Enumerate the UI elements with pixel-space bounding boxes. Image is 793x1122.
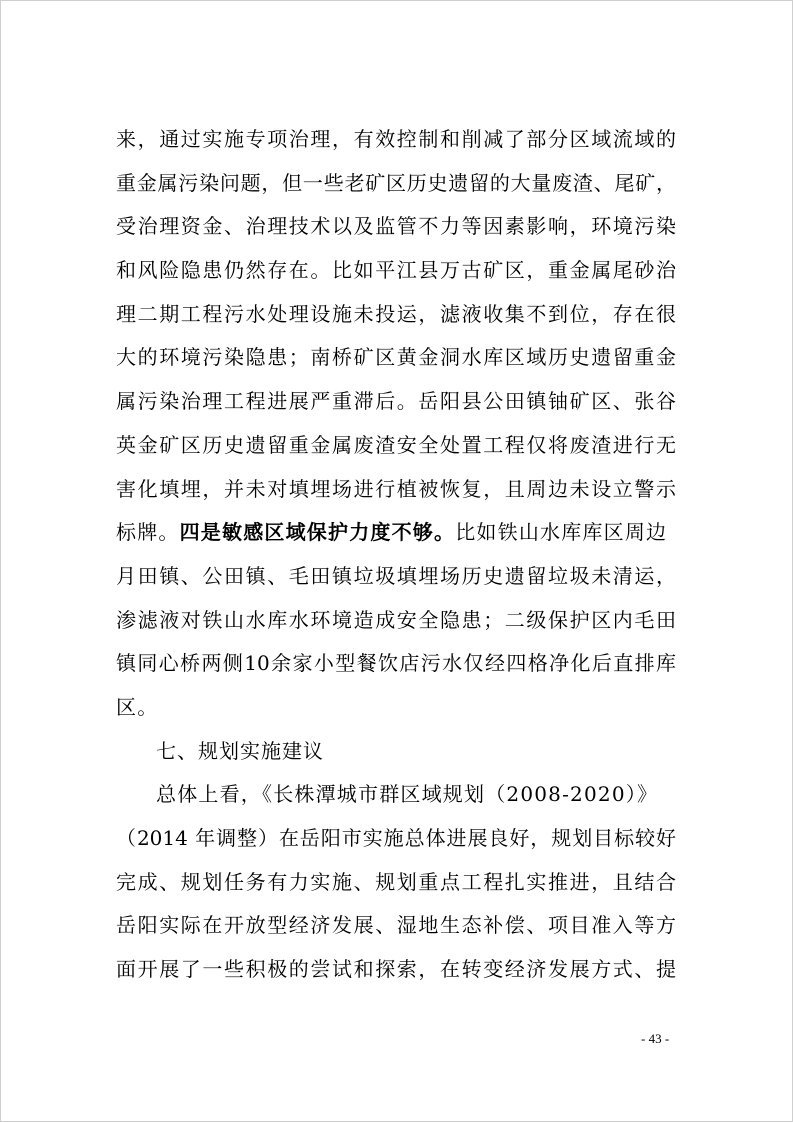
text-line: 理二期工程污水处理设施未投运，滤液收集不到位，存在很 — [116, 301, 676, 326]
text-line: 英金矿区历史遗留重金属废渣安全处置工程仅将废渣进行无 — [116, 432, 676, 457]
text-line-mixed — [116, 511, 676, 555]
text-line: 区。 — [116, 694, 159, 719]
text-line: 镇同心桥两侧10余家小型餐饮店污水仅经四格净化后直排库 — [116, 651, 676, 676]
body-text — [116, 118, 676, 992]
text-line: 大的环境污染隐患；南桥矿区黄金洞水库区域历史遗留重金 — [116, 345, 676, 370]
line-suffix: 比如铁山水库库区周边 — [455, 520, 668, 545]
text-line: 害化填埋，并未对填埋场进行植被恢复，且周边未设立警示 — [116, 476, 676, 501]
text-line: 重金属污染问题，但一些老矿区历史遗留的大量废渣、尾矿， — [116, 170, 676, 195]
text-line: 面开展了一些积极的尝试和探索，在转变经济发展方式、提 — [116, 957, 676, 982]
text-line: 渗滤液对铁山水库水环境造成安全隐患；二级保护区内毛田 — [116, 607, 676, 632]
section-heading: 七、规划实施建议 — [156, 738, 324, 763]
text-line: 月田镇、公田镇、毛田镇垃圾填埋场历史遗留垃圾未清运， — [116, 563, 676, 588]
bold-highlight: 四是敏感区域保护力度不够。 — [179, 520, 456, 545]
text-line: 和风险隐患仍然存在。比如平江县万古矿区，重金属尾砂治 — [116, 258, 676, 283]
text-line: 岳阳实际在开放型经济发展、湿地生态补偿、项目准入等方 — [116, 913, 676, 938]
paragraph-first-line: 总体上看，《长株潭城市群区域规划（2008-2020）》 — [156, 782, 659, 807]
text-line: 属污染治理工程进展严重滞后。岳阳县公田镇铀矿区、张谷 — [116, 389, 676, 414]
line-prefix: 标牌。 — [116, 520, 180, 545]
text-line: （2014 年调整）在岳阳市实施总体进展良好，规划目标较好 — [116, 826, 676, 850]
page-number: - 43 - — [641, 1031, 670, 1046]
text-line: 完成、规划任务有力实施、规划重点工程扎实推进，且结合 — [116, 869, 676, 894]
text-line: 来，通过实施专项治理，有效控制和削减了部分区域流域的 — [116, 127, 676, 151]
text-line: 受治理资金、治理技术以及监管不力等因素影响，环境污染 — [116, 214, 676, 239]
